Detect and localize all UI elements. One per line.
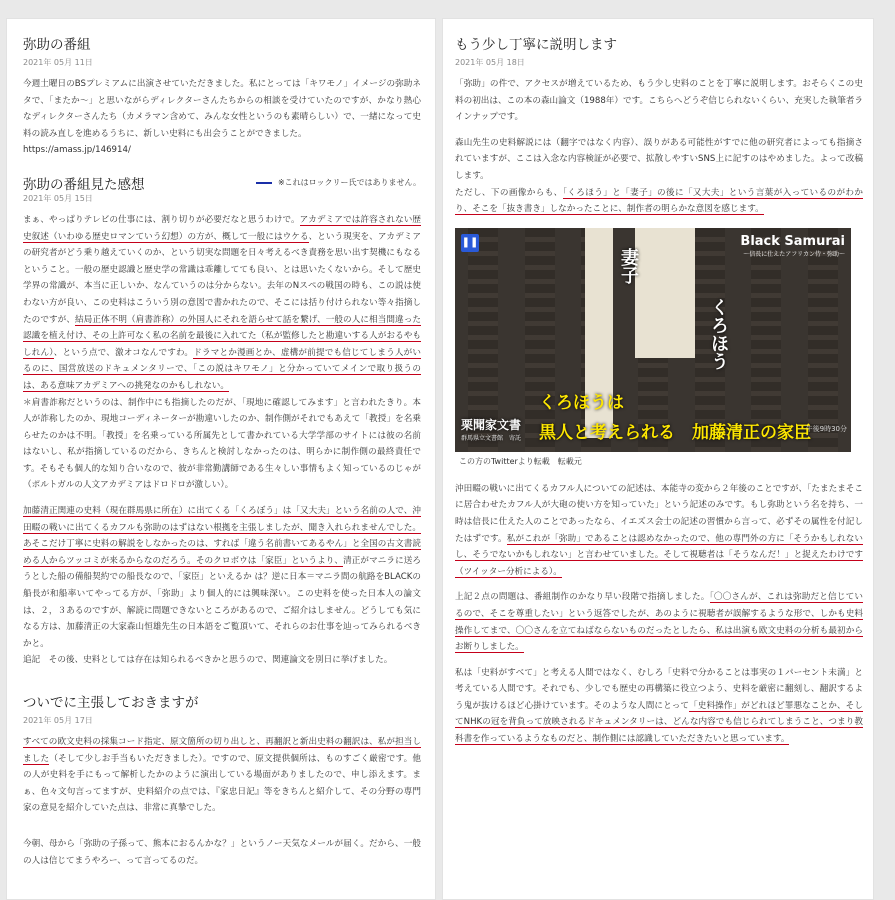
underlined-text: そのクロボウは「家臣」というより、 bbox=[195, 555, 344, 566]
external-link[interactable]: https://amass.jp/146914/ bbox=[23, 145, 131, 156]
post-body: 今週土曜日のBSプレミアムに出演させていただきました。私にとっては「キワモノ」イメージの弥助ネタで、「またか～」と思いながらディレクターさんたちからの相談を受けていたのですが、かなり熱心なディレクターさんたち（カメラマン含めて、みんな女性というのも素晴らしい）で、一緒になって史料の読み直しを進めるうちに、新しい史料にも出会うことができました。 https://amass.jp/146914/ bbox=[23, 79, 421, 156]
post-date: 2021年 05月 18日 bbox=[455, 58, 525, 67]
broadcast-time: 午後9時30分 bbox=[805, 424, 847, 433]
pause-icon[interactable]: ❚❚ bbox=[461, 234, 479, 252]
program-logo: Black Samurai ～信長に仕えたアフリカン侍・弥助～ bbox=[740, 233, 845, 258]
post-paragraph: 森山先生の史料解説には（翻字ではなく内容）、誤りがある可能性がすでに他の研究者によっても指摘されていますが、ここは入念な内容検証が必要で、拡散しやすいSNS上に記すのはやめました。よって改稿します。 ただし、下の画像からも、「くろほう」と「妻子」の後に「又大夫」という言葉が入っているのがわかり、そこを「抜き書き」しなかったことに、制作者の明らかな意図を感じます。 bbox=[455, 137, 863, 215]
post-paragraph: 沖田畷の戦いに出てくるカフル人についての記述は、本能寺の変から２年後のことですが、「たまたまそこに居合わせたカフル人が大砲の使い方を知っていた」という記述のみです。もし弥助という名を持ち、一時は信長に仕えた人のことであったなら、イエズス会士の記述の習慣から言って、必ずその属性を付記したはずです。私がこれが「弥助」であることは認めなかったので、他の専門外の方に「そうかもしれないし、そうでないかもしれない」と言わせていました。そして視聴者は「そうなんだ！」と捉えたわけです（ツイッター分析による）。 bbox=[455, 483, 863, 577]
subtitle-line-1: くろほうは bbox=[539, 392, 624, 413]
post-2 bbox=[23, 173, 421, 669]
underlined-text: 「くろほう」と「妻子」の後に「又大夫」という言葉が入っているのがわかり、そこを「抜き書き」しなかったことに、制作者の明らかな意図を感じます。 bbox=[455, 187, 863, 215]
underlined-text: ドラマとか漫画とか、虚構が前提でも信じてしまう人がいるのに、国営放送のドキュメンタリーで、「この説はキワモノ」と分かっていてメインで取り扱うのは、ある意味アカデミアへの挑発なのかもしれない。 bbox=[23, 347, 421, 391]
source-label: 栗聞家文書 群馬県立文書館 寄託 bbox=[461, 417, 522, 442]
post-date: 2021年 05月 11日 bbox=[23, 58, 93, 67]
subtitle-line-2: 黒人と考えられる 加藤清正の家臣 bbox=[539, 422, 811, 443]
left-column bbox=[6, 18, 436, 900]
post-3 bbox=[23, 691, 421, 869]
post-paragraph: 加藤清正関連の史料（現在群馬県に所在）に出てくる「くろぼう」は「又大夫」という名前の人で、沖田畷の戦いに出てくるカフルも弥助のはずはない根拠を主張しましたが、聞き入れられませんでした。あそこだけ丁寧に史料の解説をしなかったのは、すれば「違う名前書いてあるやん」と全国の古文書読める人からツッコミが来るからなのだろう。そのクロボウは「家臣」というより、清正がマニラに送ろうとした船の備船契約での船長なので、「家臣」といえるか は？逆に日本＝マニラ間の航路をBLACKの船長が和船率いてやってる方が、「弥助」より個人的には興味深い。この史料を使った日本人の論文は、２，３あるのですが、解読に問題できないところがあるので、ご紹介はしません。どうしても気になる方は、加藤清正の大家森山恒雄先生の日本語をご覧頂いて、それらのお仕事を辿ってみられるべきかと。 追記 その後、史料としては存在は知られるべきかと思うので、関連論文を別日に挙げました。 bbox=[23, 506, 421, 666]
underlined-text: アカデミアでは許容されない歴史叙述（いわゆる歴史ロマンていう幻想）の方が、概して一般にはウケる bbox=[23, 214, 421, 242]
post-header-row bbox=[23, 173, 421, 193]
post-title[interactable]: もう少し丁寧に説明します bbox=[455, 37, 617, 53]
post-date: 2021年 05月 15日 bbox=[23, 193, 93, 203]
underlined-text: あそこだけ丁寧に史料の解説をしなかったのは、すれば「違う名前書いてあるやん」と全国の古文書読める人からツッコミが来るからなのだろう。 bbox=[23, 539, 421, 566]
blue-line-icon bbox=[256, 182, 272, 184]
right-column bbox=[442, 18, 874, 900]
post-paragraph: 上記２点の問題は、番組制作のかなり早い段階で指摘しました。「〇〇さんが、これは弥助だと信じているので、そこを尊重したい」という返答でしたが、あのように視聴者が誤解するような形で、しかも史料操作してまで、〇〇さんを立てねばならないものだったとしたら、私は出演も欧文史料の分析も最初からお断りしました。 bbox=[455, 592, 863, 653]
post-title[interactable]: 弥助の番組 bbox=[23, 37, 91, 53]
label-kurohou: くろほう bbox=[708, 297, 729, 370]
post-title[interactable]: ついでに主張しておきますが bbox=[23, 695, 199, 711]
underlined-text: 私がこれが「弥助」であることは認めなかったので、他の専門外の方に「そうかもしれないし、そうでないかもしれない」と言わせていました。そして視聴者は「そうなんだ！」と捉えたわけです（ツイッター分析による）。 bbox=[455, 533, 863, 577]
post-paragraph: 「弥助」の件で、アクセスが増えているため、もう少し史料のことを丁寧に説明します。おそらくこの史料の初出は、この本の森山論文（1988年）です。こちらへどうぞ信じられないくらい、充実した執筆者ラインナップです。 bbox=[455, 79, 863, 123]
underlined-text: 加藤清正関連の史料（現在群馬県に所在）に出てくる「くろぼう」は「又大夫」という名前の人で、沖田畷の戦いに出てくるカフルも弥助のはずはない根拠を主張しましたが、聞き入れられませんでした。 bbox=[23, 506, 421, 533]
underlined-text: 結局正体不明（肩書詐称）の外国人にそれを語らせて話を繋げ、一般の人に相当間違った認識を植え付け、その上許可なく私の名前を最後に入れてた（私が監修したと勘違いする人がおるやもしれん） bbox=[23, 314, 421, 358]
label-saishi: 妻子 bbox=[618, 247, 639, 284]
post-paragraph: 今朝、母から「弥助の子孫って、熊本におるんかな？」というノー天気なメールが届く。だから、一般の人は信じてまうやろー、って言ってるのだ。 bbox=[23, 838, 421, 866]
underlined-text: すべての欧文史料の採集コード指定、原文箇所の切り出しと、再翻訳と新出史料の翻訳は、私が担当しました bbox=[23, 737, 421, 764]
post-4 bbox=[455, 33, 863, 748]
post-title[interactable]: 弥助の番組見た感想 bbox=[23, 176, 145, 193]
underlined-text: 「史料操作」がどれほど罪悪なことか、そしてNHKの冠を背負って放映されるドキュメンタリーは、どんな内容でも信じられてしまうこと、つまり教科書を作っているようなものだと、制作側には認識していただきたいと思っています。 bbox=[455, 700, 863, 745]
post-date: 2021年 05月 17日 bbox=[23, 716, 93, 725]
post-paragraph: すべての欧文史料の採集コード指定、原文箇所の切り出しと、再翻訳と新出史料の翻訳は、私が担当しました（そして少しお手当もいただきました）。ですので、原文提供個所は、ものすごく厳密です。他の人が史料を手にもって解析したかのように演出している場面がありましたので、申し添えます。まぁ、色々文句言ってますが、史料紹介の点では、『家忠日記』等をきちんと紹介して、その分野の専門家の意見を紹介していた点は、非常に真摯でした。 bbox=[23, 737, 421, 814]
post-paragraph: 私は「史料がすべて」と考える人間ではなく、むしろ「史料で分かることは事実の１パーセント未満」と考えている人間です。それでも、少しでも歴史の再構築に役立つよう、史料を厳密に翻刻し、翻訳するよう鬼が抜けるほど心掛けています。そのような人間にとって「史料操作」がどれほど罪悪なことか、そしてNHKの冠を背負って放映されるドキュメンタリーは、どんな内容でも信じられてしまうこと、つまり教科書を作っているようなものだと、制作側には認識していただきたいと思っています。 bbox=[455, 667, 863, 745]
video-screenshot bbox=[455, 228, 851, 452]
document-strip bbox=[635, 228, 695, 358]
underlined-text: 「〇〇さんが、これは弥助だと信じているので、そこを尊重したい」という返答でしたが、あのように視聴者が誤解するような形で、しかも史料操作してまで、〇〇さんを立てねばならないものだったとしたら、私は出演も欧文史料の分析も最初からお断りしました。 bbox=[455, 592, 863, 653]
legend-note: ※これはロックリー氏ではありません。 bbox=[256, 177, 421, 188]
image-caption[interactable]: この方のTwitterより転載 転載元 bbox=[459, 456, 582, 466]
post-paragraph: まぁ、やっぱりテレビの仕事には、割り切りが必要だなと思うわけで。アカデミアでは許容されない歴史叙述（いわゆる歴史ロマンていう幻想）の方が、概して一般にはウケる、という現実を、アカデミアの研究者がどう乗り越えていくのか、という切実な問題を日々考えるべき責務を思い出す契機にもなるということ。一般の歴史認識と歴史学の常識は乖離してても良い、とは思いたくないから。そして歴史学界の常識が、本当に正しいか、なんていうのは分からない。去年のNスペの戦国の時も、この説は使わない方が良い、この史料はこういう別の意図で書かれたので、そこには括り付けられない等々指摘したのですが、結局正体不明（肩書詐称）の外国人にそれを語らせて話を繋げ、一般の人に相当間違った認識を植え付け、その上許可なく私の名前を最後に入れてた（私が監修したと勘違いする人がおるやもしれん）、という点で、激オコなんですわ。ドラマとか漫画とか、虚構が前提でも信じてしまう人がいるのに、国営放送のドキュメンタリーで、「この説はキワモノ」と分かっていてメインで取り扱うのは、ある意味アカデミアへの挑発なのかもしれない。 ＊肩書詐称だというのは、制作中にも指摘したのだが、「現地に確認してみます」と言われたきり。本人が詐称したのか、現地コーディネーターが勘違いしたのか、制作側がそれでもあえて「教授」を名乗らせたのかは不明。「教授」を名乗っている所属先として書かれている大学学部のサイトには彼の名前はないし、私が指摘しているのだから、きちんと検討しなかったのは、明らかに制作側の最終責任です。そもそも個人的な知り合いなので、彼が非常勤講師である生々しい事情もよく知っているのじゃが（ポルトガルの人文アカデミアはドロドロが激しい）。 bbox=[23, 214, 421, 491]
post-1 bbox=[23, 33, 421, 159]
